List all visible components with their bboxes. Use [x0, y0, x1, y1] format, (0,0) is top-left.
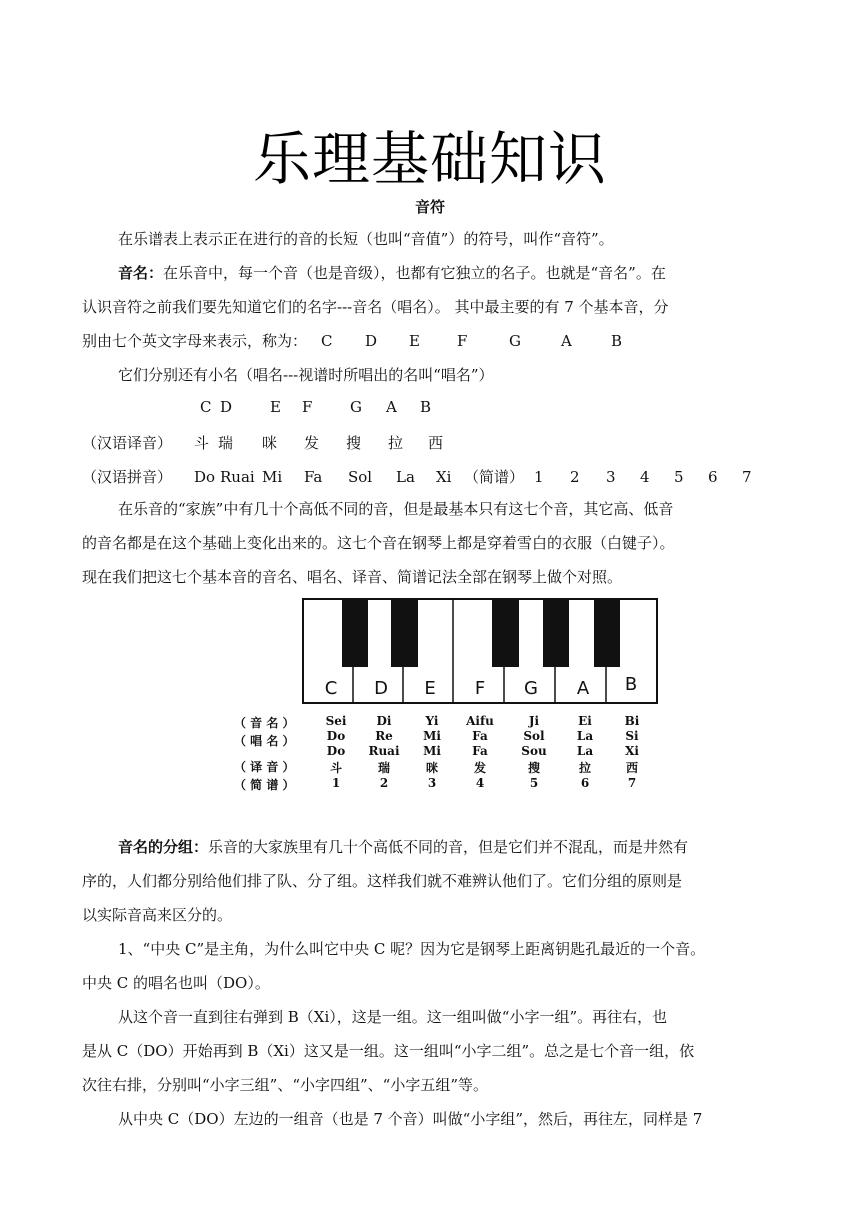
- jianpu-number: 5: [674, 468, 684, 486]
- table-cell: 瑞: [377, 761, 390, 775]
- letter: D: [220, 398, 233, 416]
- row-label: （汉语拼音）: [82, 468, 173, 486]
- syllable: 瑞: [218, 434, 234, 452]
- paragraph-octave-groups: [82, 1000, 778, 1102]
- paragraph-line: 在乐音的“家族”中有几十个高低不同的音，但是最基本只有这七个音，其它高、低音: [118, 500, 674, 518]
- pinyin-row: [82, 466, 754, 487]
- table-cell: 咪: [425, 761, 438, 775]
- table-cell: Re: [375, 729, 393, 743]
- syllable: 西: [428, 434, 444, 452]
- letters-row: [200, 398, 440, 416]
- paragraph-line: 从这个音一直到往右弹到 B（Xi），这是一组。这一组叫做“小字一组”。再往右，也: [118, 1008, 668, 1026]
- syllable: 搜: [346, 434, 362, 452]
- syllable: 咪: [262, 434, 278, 452]
- table-cell: Mi: [423, 729, 441, 743]
- paragraph-line: 认识音符之前我们要先知道它们的名字---音名（唱名）。 其中最主要的有 7 个基本音，分: [82, 298, 669, 316]
- jianpu-number: 6: [708, 468, 718, 486]
- key-label: G: [524, 678, 538, 699]
- syllable: 斗: [194, 434, 210, 452]
- text-span: 别由七个英文字母来表示，称为：: [82, 332, 308, 350]
- black-key: [391, 599, 418, 667]
- bold-term: 音名：: [118, 264, 164, 282]
- table-row-label: （ 简 谱 ）: [234, 778, 295, 792]
- table-cell: Aifu: [466, 714, 494, 728]
- syllable: La: [396, 468, 415, 486]
- jianpu-number: 1: [534, 468, 544, 486]
- letter: F: [457, 332, 468, 350]
- syllable: Ruai: [220, 468, 255, 486]
- letter: F: [302, 398, 313, 416]
- black-key: [594, 599, 620, 667]
- paragraph-family: [82, 492, 778, 594]
- table-cell: Ei: [578, 714, 592, 728]
- letters-list: [321, 332, 631, 350]
- key-label: C: [324, 678, 338, 699]
- table-cell: 1: [331, 776, 341, 790]
- table-cell: La: [576, 744, 594, 758]
- table-cell: 发: [473, 761, 486, 775]
- table-cell: Xi: [625, 744, 639, 758]
- letter: E: [409, 332, 420, 350]
- paragraph-line: 序的，人们都分别给他们排了队、分了组。这样我们就不难辨认他们了。它们分组的原则是: [82, 872, 683, 890]
- jianpu-label: （简谱）: [464, 468, 525, 486]
- table-cell: 3: [427, 776, 437, 790]
- table-cell: Do: [326, 744, 346, 758]
- page-title: 乐理基础知识: [252, 125, 607, 193]
- table-cell: Do: [326, 729, 346, 743]
- letter: B: [611, 332, 623, 350]
- letter: E: [270, 398, 281, 416]
- key-label: D: [374, 678, 388, 699]
- paragraph-note-names: [82, 256, 778, 358]
- table-cell: 5: [529, 776, 539, 790]
- syllable: Do: [194, 468, 216, 486]
- piano-diagram: [230, 596, 660, 796]
- syllable: 拉: [388, 434, 404, 452]
- table-cell: 搜: [527, 761, 540, 775]
- table-cell: Fa: [472, 729, 488, 743]
- letter: C: [321, 332, 333, 350]
- paragraph-line: 中央 C 的唱名也叫（DO）。: [82, 974, 270, 992]
- table-cell: Yi: [425, 714, 439, 728]
- hanzi-row: [82, 432, 448, 453]
- paragraph-grouping: [82, 830, 778, 932]
- piano-keyboard: [302, 598, 658, 704]
- letter: G: [350, 398, 362, 416]
- paragraph-line: [82, 830, 778, 864]
- row-label: （汉语译音）: [82, 434, 173, 452]
- table-cell: Sou: [521, 744, 547, 758]
- jianpu-number: 3: [606, 468, 616, 486]
- jianpu-number: 7: [742, 468, 752, 486]
- paragraph-line: 1、“中央 C”是主角，为什么叫它中央 C 呢？因为它是钢琴上距离钥匙孔最近的一个音。: [118, 940, 706, 958]
- section-heading: 音符: [414, 198, 445, 216]
- paragraph-line: 是从 C（DO）开始再到 B（Xi）这又是一组。这一组叫“小字二组”。总之是七个音一组，依: [82, 1042, 695, 1060]
- bold-term: 音名的分组：: [118, 838, 209, 856]
- key-label: F: [474, 678, 486, 699]
- table-cell: Ruai: [368, 744, 400, 758]
- paragraph-line: [82, 324, 778, 358]
- paragraph-line: [82, 256, 778, 290]
- letter: A: [561, 332, 572, 350]
- table-row-label: （ 译 音 ）: [234, 760, 295, 774]
- jianpu-number: 4: [640, 468, 650, 486]
- table-row-label: （ 音 名 ）: [234, 716, 295, 730]
- paragraph-line: 以实际音高来区分的。: [82, 906, 233, 924]
- table-cell: Sei: [325, 714, 347, 728]
- table-cell: Di: [376, 714, 392, 728]
- syllable: Sol: [348, 468, 373, 486]
- table-cell: Mi: [423, 744, 441, 758]
- paragraph-intro: 在乐谱表上表示正在进行的音的长短（也叫“音值”）的符号，叫作“音符”。: [118, 230, 614, 248]
- black-key: [492, 599, 519, 667]
- text-span: 在乐音中，每一个音（也是音级），也都有它独立的名子。也就是“音名”。在: [163, 264, 666, 282]
- key-label: E: [424, 678, 436, 699]
- letter: B: [420, 398, 432, 416]
- key-label: A: [576, 678, 590, 699]
- table-cell: 拉: [578, 761, 591, 775]
- paragraph-line: 次往右排，分别叫“小字三组”、“小字四组”、“小字五组”等。: [82, 1076, 489, 1094]
- letter: G: [509, 332, 521, 350]
- syllable: Fa: [304, 468, 323, 486]
- table-cell: Ji: [528, 714, 540, 728]
- letter: A: [386, 398, 397, 416]
- syllable: 发: [304, 434, 320, 452]
- letter: C: [200, 398, 212, 416]
- table-cell: 2: [379, 776, 389, 790]
- letter: D: [365, 332, 378, 350]
- paragraph-solfege-intro: 它们分别还有小名（唱名---视谱时所唱出的名叫“唱名”）: [118, 366, 494, 384]
- paragraph-middle-c: [82, 932, 778, 1000]
- table-cell: La: [576, 729, 594, 743]
- table-row-label: （ 唱 名 ）: [234, 734, 295, 748]
- syllable: Mi: [262, 468, 283, 486]
- table-cell: 7: [627, 776, 637, 790]
- table-cell: Bi: [624, 714, 640, 728]
- table-cell: Sol: [523, 729, 545, 743]
- table-cell: 4: [475, 776, 485, 790]
- key-label: B: [624, 674, 638, 695]
- paragraph-line: 的音名都是在这个基础上变化出来的。这七个音在钢琴上都是穿着雪白的衣服（白键子）。: [82, 534, 675, 552]
- table-cell: 6: [580, 776, 590, 790]
- black-key: [342, 599, 368, 667]
- jianpu-number: 2: [570, 468, 580, 486]
- table-cell: 西: [625, 761, 638, 775]
- syllable: Xi: [436, 468, 452, 486]
- table-cell: 斗: [329, 761, 342, 775]
- table-cell: Fa: [472, 744, 488, 758]
- table-cell: Si: [625, 729, 639, 743]
- text-span: 乐音的大家族里有几十个高低不同的音，但是它们并不混乱，而是井然有: [208, 838, 689, 856]
- paragraph-line: 现在我们把这七个基本音的音名、唱名、译音、简谱记法全部在钢琴上做个对照。: [82, 568, 623, 586]
- black-key: [543, 599, 569, 667]
- paragraph-left-groups: 从中央 C（DO）左边的一组音（也是 7 个音）叫做“小字组”，然后，再往左，同样是 7: [118, 1110, 703, 1128]
